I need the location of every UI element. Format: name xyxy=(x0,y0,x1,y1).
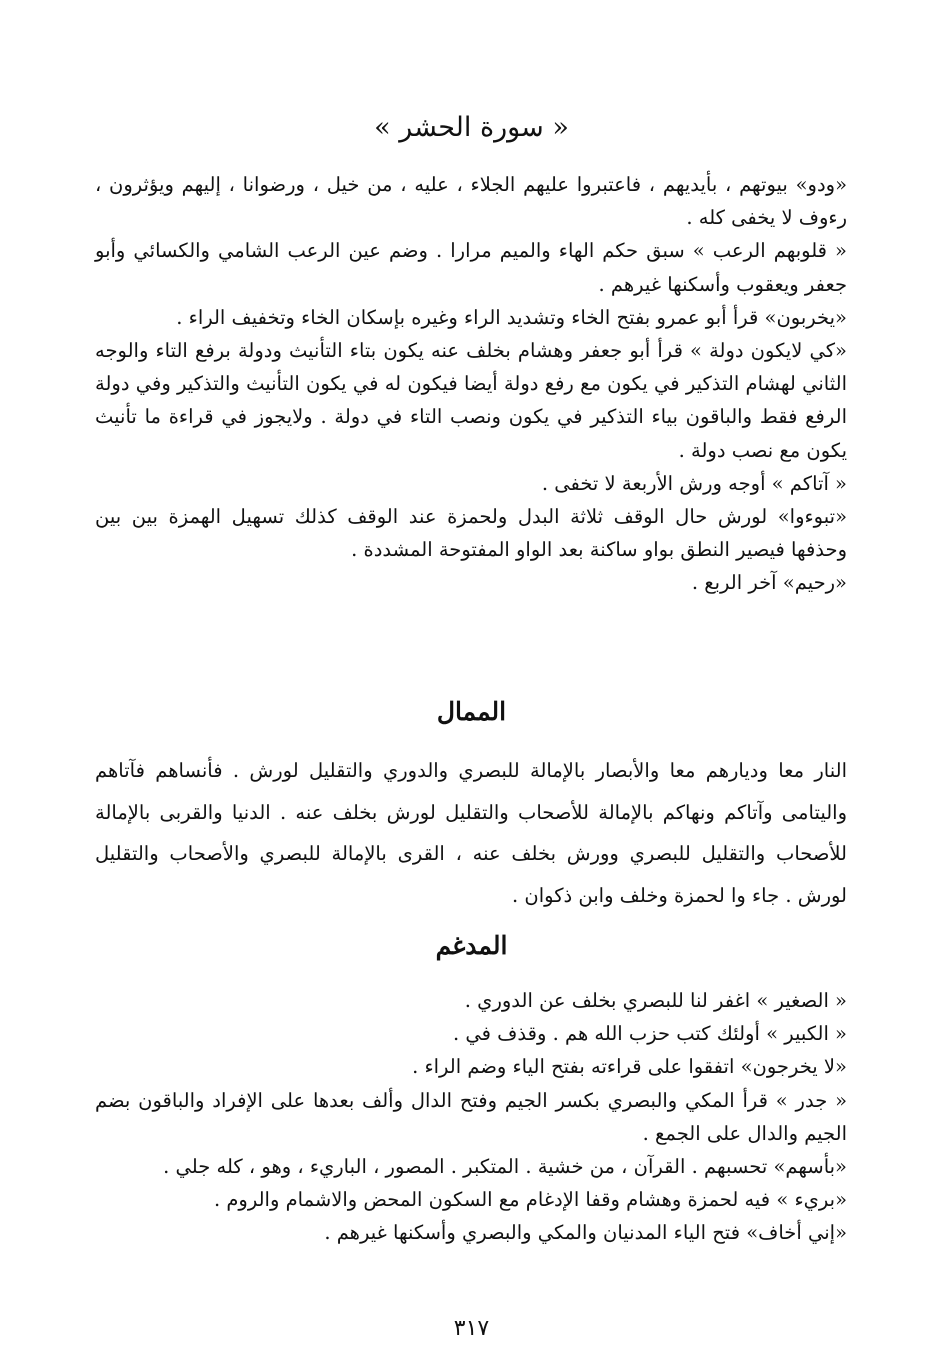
section-qiraat xyxy=(95,168,847,600)
surah-title: « سورة الحشر » xyxy=(374,112,569,143)
section-heading-mudgham: المدغم xyxy=(435,931,508,960)
paragraph: النار معا وديارهم معا والأبصار بالإمالة للبصري والدوري والتقليل لورش . فأنساهم فآتاهم واليتامى وآتاكم ونهاكم بالإمالة للأصحاب والتقليل لورش بخلف عنه . الدنيا والقربى بالإمالة للأصحاب والتقليل للبصري وورش بخلف عنه ، القرى بالإمالة للبصري والأصحاب والتقليل لورش . جاء وا لحمزة وخلف وابن ذكوان . xyxy=(95,759,847,907)
paragraph: «تبوءوا» لورش حال الوقف ثلاثة البدل ولحمزة عند الوقف كذلك تسهيل الهمزة بين بين وحذفها فيصير النطق بواو ساكنة بعد الواو المفتوحة المشددة . xyxy=(95,505,847,562)
section-mumal xyxy=(95,750,847,916)
paragraph: «رحيم» آخر الربع . xyxy=(691,571,847,595)
section-mudgham xyxy=(95,984,847,1250)
paragraph: «بريء » فيه لحمزة وهشام وقفا الإدغام مع السكون المحض والاشمام والروم . xyxy=(213,1188,847,1212)
page-number: ٣١٧ xyxy=(453,1316,490,1341)
paragraph: «بأسهم» تحسبهم . القرآن ، من خشية . المتكبر . المصور ، الباريء ، وهو ، كله جلي . xyxy=(163,1155,847,1179)
paragraph: « جدر » قرأ المكي والبصري بكسر الجيم وفتح الدال وألف بعدها على الإفراد والباقون بضم الجيم والدال على الجمع . xyxy=(95,1088,847,1145)
paragraph: «يخربون» قرأ أبو عمرو بفتح الخاء وتشديد الراء وغيره بإسكان الخاء وتخفيف الراء . xyxy=(176,305,847,329)
paragraph: «لا يخرجون» اتفقوا على قراءته بفتح الياء وضم الراء . xyxy=(412,1055,847,1079)
paragraph: « الصغير » اغفر لنا للبصري بخلف عن الدوري . xyxy=(464,989,847,1012)
paragraph: « آتاكم » أوجه ورش الأربعة لا تخفى . xyxy=(541,471,847,495)
paragraph: « قلوبهم الرعب » سبق حكم الهاء والميم مرارا . وضم عين الرعب الشامي والكسائي وأبو جعفر ويعقوب وأسكنها غيرهم . xyxy=(95,239,847,296)
paragraph: «ودو» بيوتهم ، بأيديهم ، فاعتبروا عليهم الجلاء ، عليه ، من خيل ، ورضوانا ، إليهم ويؤثرون ، رءوف لا يخفى كله . xyxy=(95,173,847,230)
paragraph: «إني أخاف» فتح الياء المدنيان والمكي والبصري وأسكنها غيرهم . xyxy=(324,1221,847,1245)
paragraph: «كي لايكون دولة » قرأ أبو جعفر وهشام بخلف عنه يكون بتاء التأنيث ودولة برفع التاء والوجه الثاني لهشام التذكير في يكون مع رفع دولة أيضا فيكون له في يكون التأنيث والتذكير وفي دولة الرفع فقط والباقون بياء التذكير في يكون ونصب التاء في دولة . ولايجوز في قراءة ما تأنيث يكون مع نصب دولة . xyxy=(95,339,847,462)
paragraph: « الكبير » أولئك كتب حزب الله هم . وقذف في . xyxy=(453,1022,847,1046)
section-heading-mumal: الممال xyxy=(436,697,507,726)
